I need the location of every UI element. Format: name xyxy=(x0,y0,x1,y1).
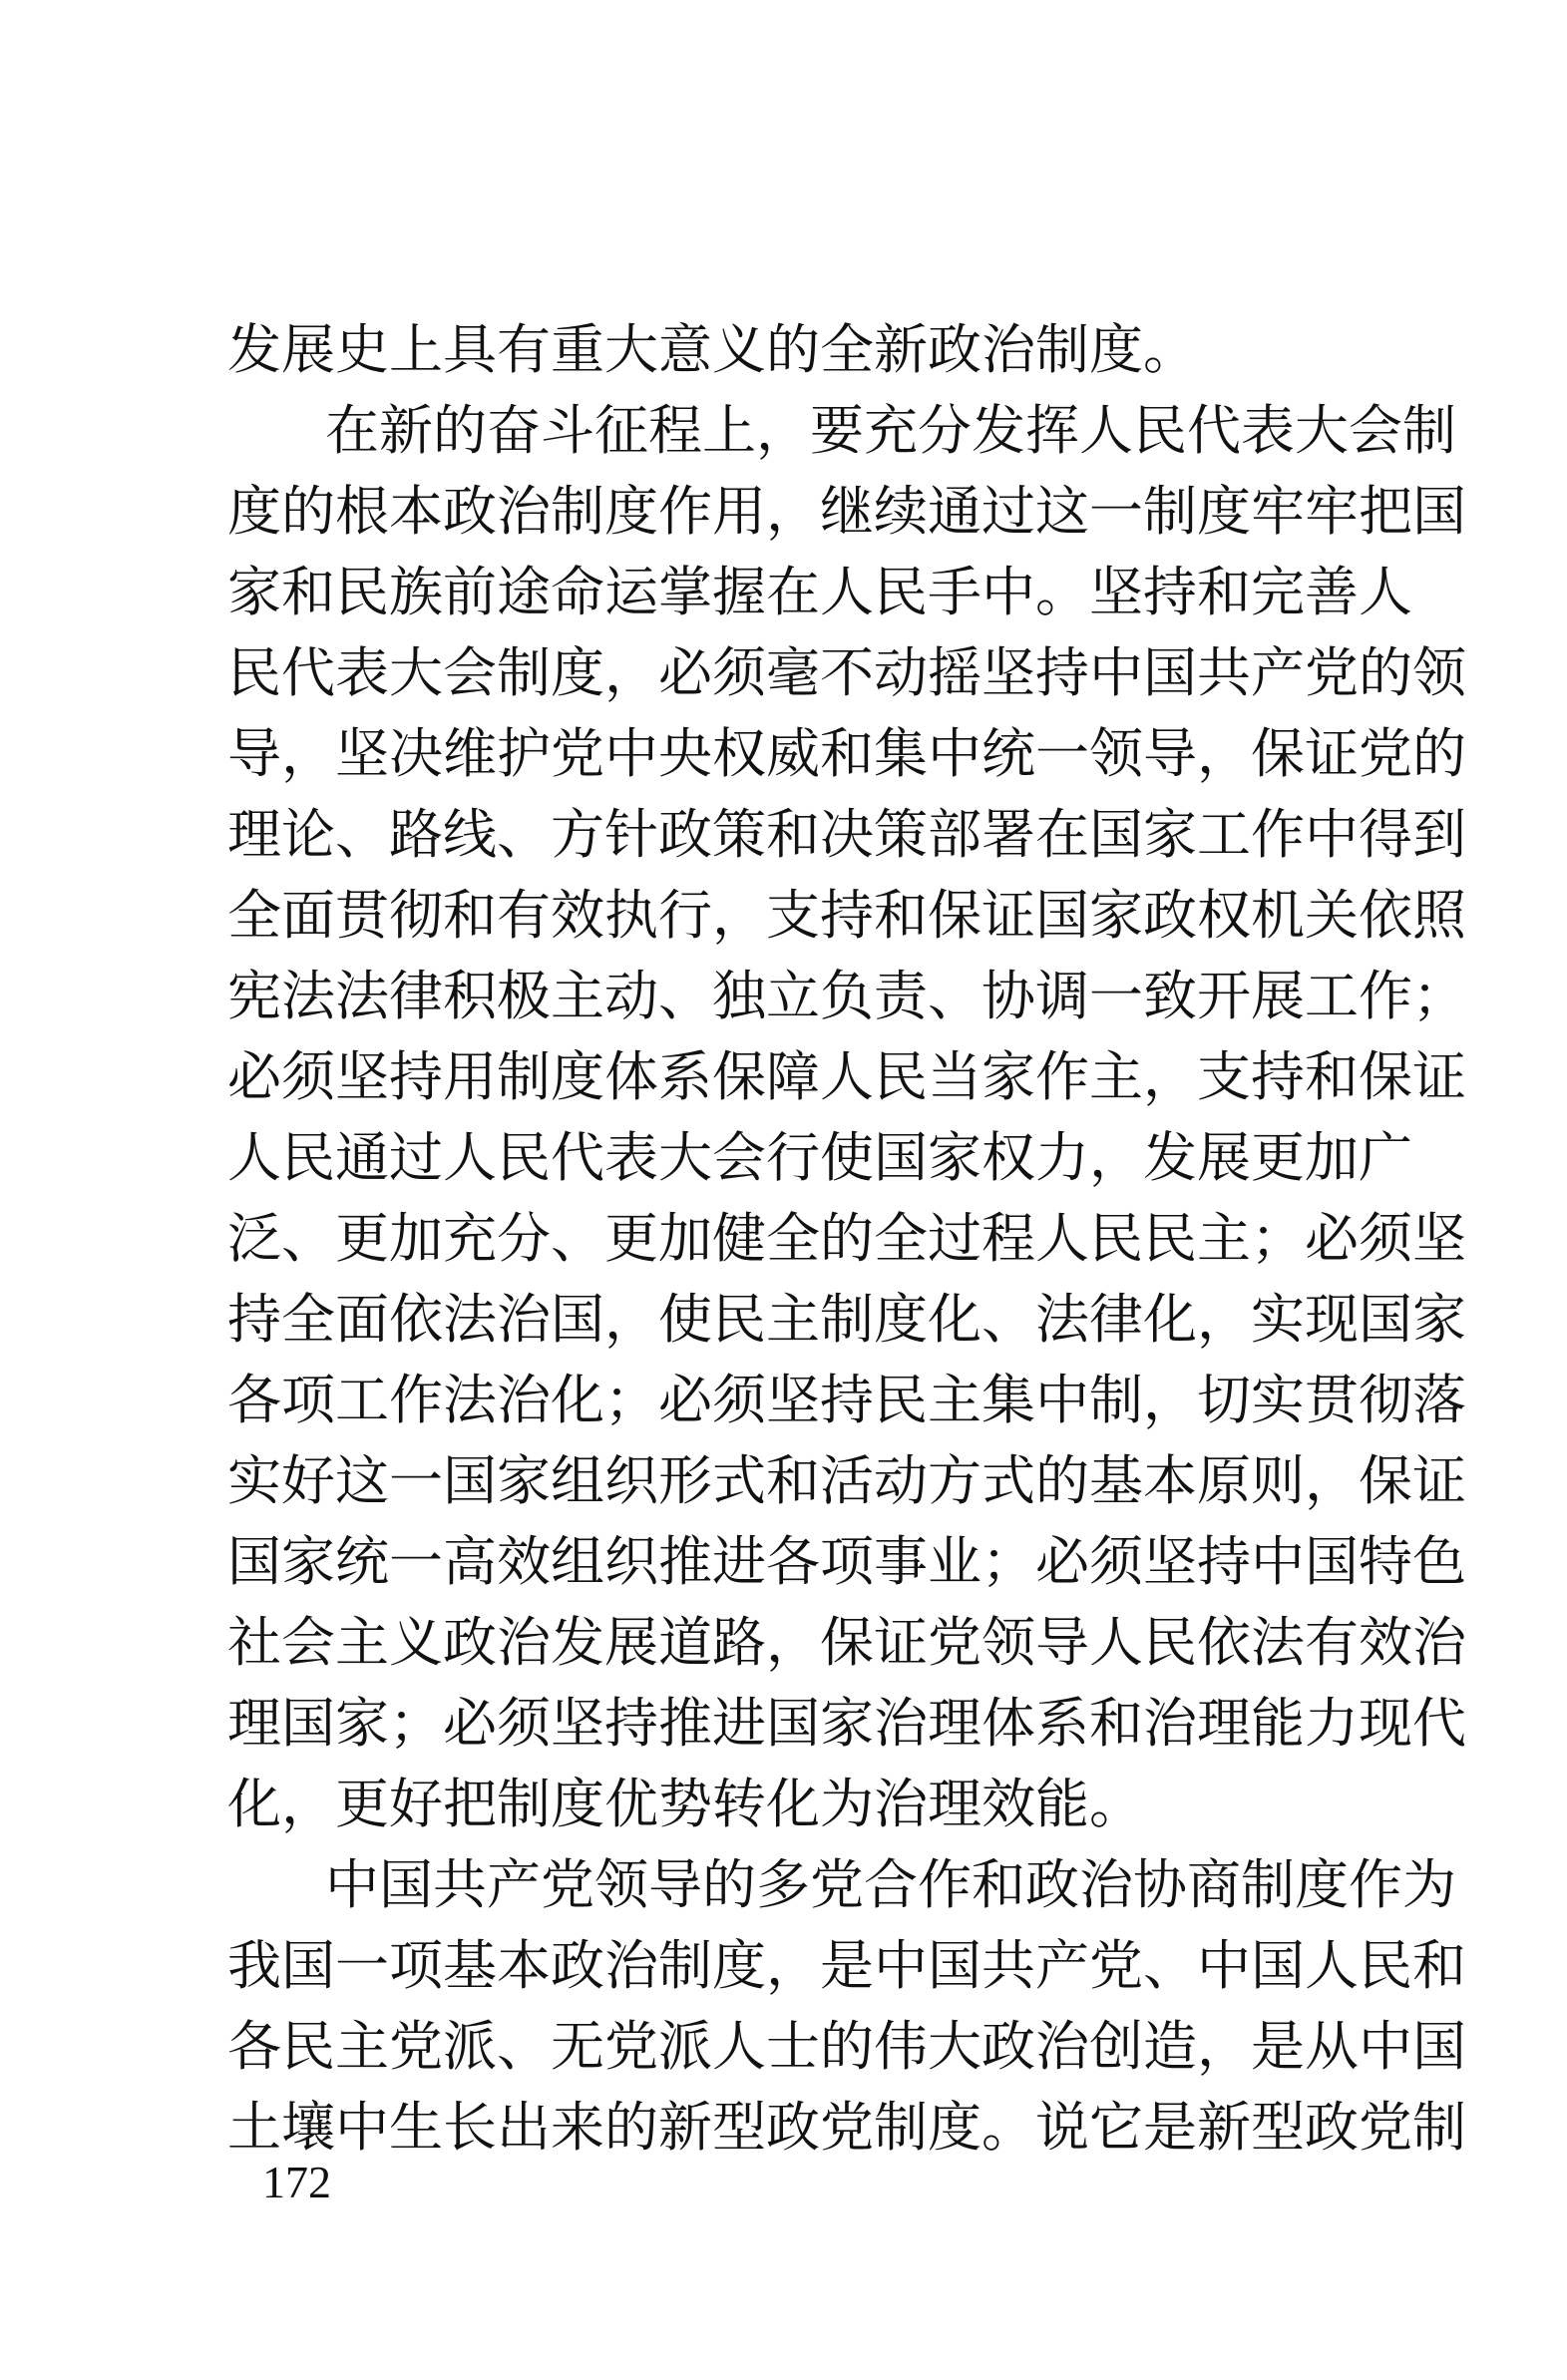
text-line: 国家统一高效组织推进各项事业；必须坚持中国特色 xyxy=(227,1530,1466,1593)
text-line: 我国一项基本政治制度，是中国共产党、中国人民和 xyxy=(227,1934,1466,1997)
text-line: 泛、更加充分、更加健全的全过程人民民主；必须坚 xyxy=(227,1207,1466,1270)
text-line: 理国家；必须坚持推进国家治理体系和治理能力现代 xyxy=(227,1692,1466,1755)
text-line: 各项工作法治化；必须坚持民主集中制，切实贯彻落 xyxy=(227,1369,1466,1431)
text-line: 宪法法律积极主动、独立负责、协调一致开展工作； xyxy=(227,965,1466,1027)
text-line: 全面贯彻和有效执行，支持和保证国家政权机关依照 xyxy=(227,884,1466,947)
text-line: 社会主义政治发展道路，保证党领导人民依法有效治 xyxy=(227,1611,1466,1674)
page-number: 172 xyxy=(262,2157,331,2207)
text-line: 中国共产党领导的多党合作和政治协商制度作为 xyxy=(325,1853,1456,1916)
text-line: 在新的奋斗征程上，要充分发挥人民代表大会制 xyxy=(325,399,1456,462)
text-line: 土壤中生长出来的新型政党制度。说它是新型政党制 xyxy=(227,2096,1466,2159)
text-line: 化，更好把制度优势转化为治理效能。 xyxy=(227,1773,1143,1835)
text-line: 度的根本政治制度作用，继续通过这一制度牢牢把国 xyxy=(227,480,1466,543)
text-line: 各民主党派、无党派人士的伟大政治创造，是从中国 xyxy=(227,2015,1466,2078)
text-line: 导，坚决维护党中央权威和集中统一领导，保证党的 xyxy=(227,722,1466,785)
text-line: 实好这一国家组织形式和活动方式的基本原则，保证 xyxy=(227,1449,1466,1512)
text-line: 理论、路线、方针政策和决策部署在国家工作中得到 xyxy=(227,803,1466,866)
text-line: 人民通过人民代表大会行使国家权力，发展更加广 xyxy=(227,1126,1412,1189)
text-line: 家和民族前途命运掌握在人民手中。坚持和完善人 xyxy=(227,561,1412,623)
text-line: 发展史上具有重大意义的全新政治制度。 xyxy=(227,318,1197,381)
text-line: 持全面依法治国，使民主制度化、法律化，实现国家 xyxy=(227,1288,1466,1351)
text-line: 民代表大会制度，必须毫不动摇坚持中国共产党的领 xyxy=(227,641,1466,704)
text-line: 必须坚持用制度体系保障人民当家作主，支持和保证 xyxy=(227,1045,1466,1108)
